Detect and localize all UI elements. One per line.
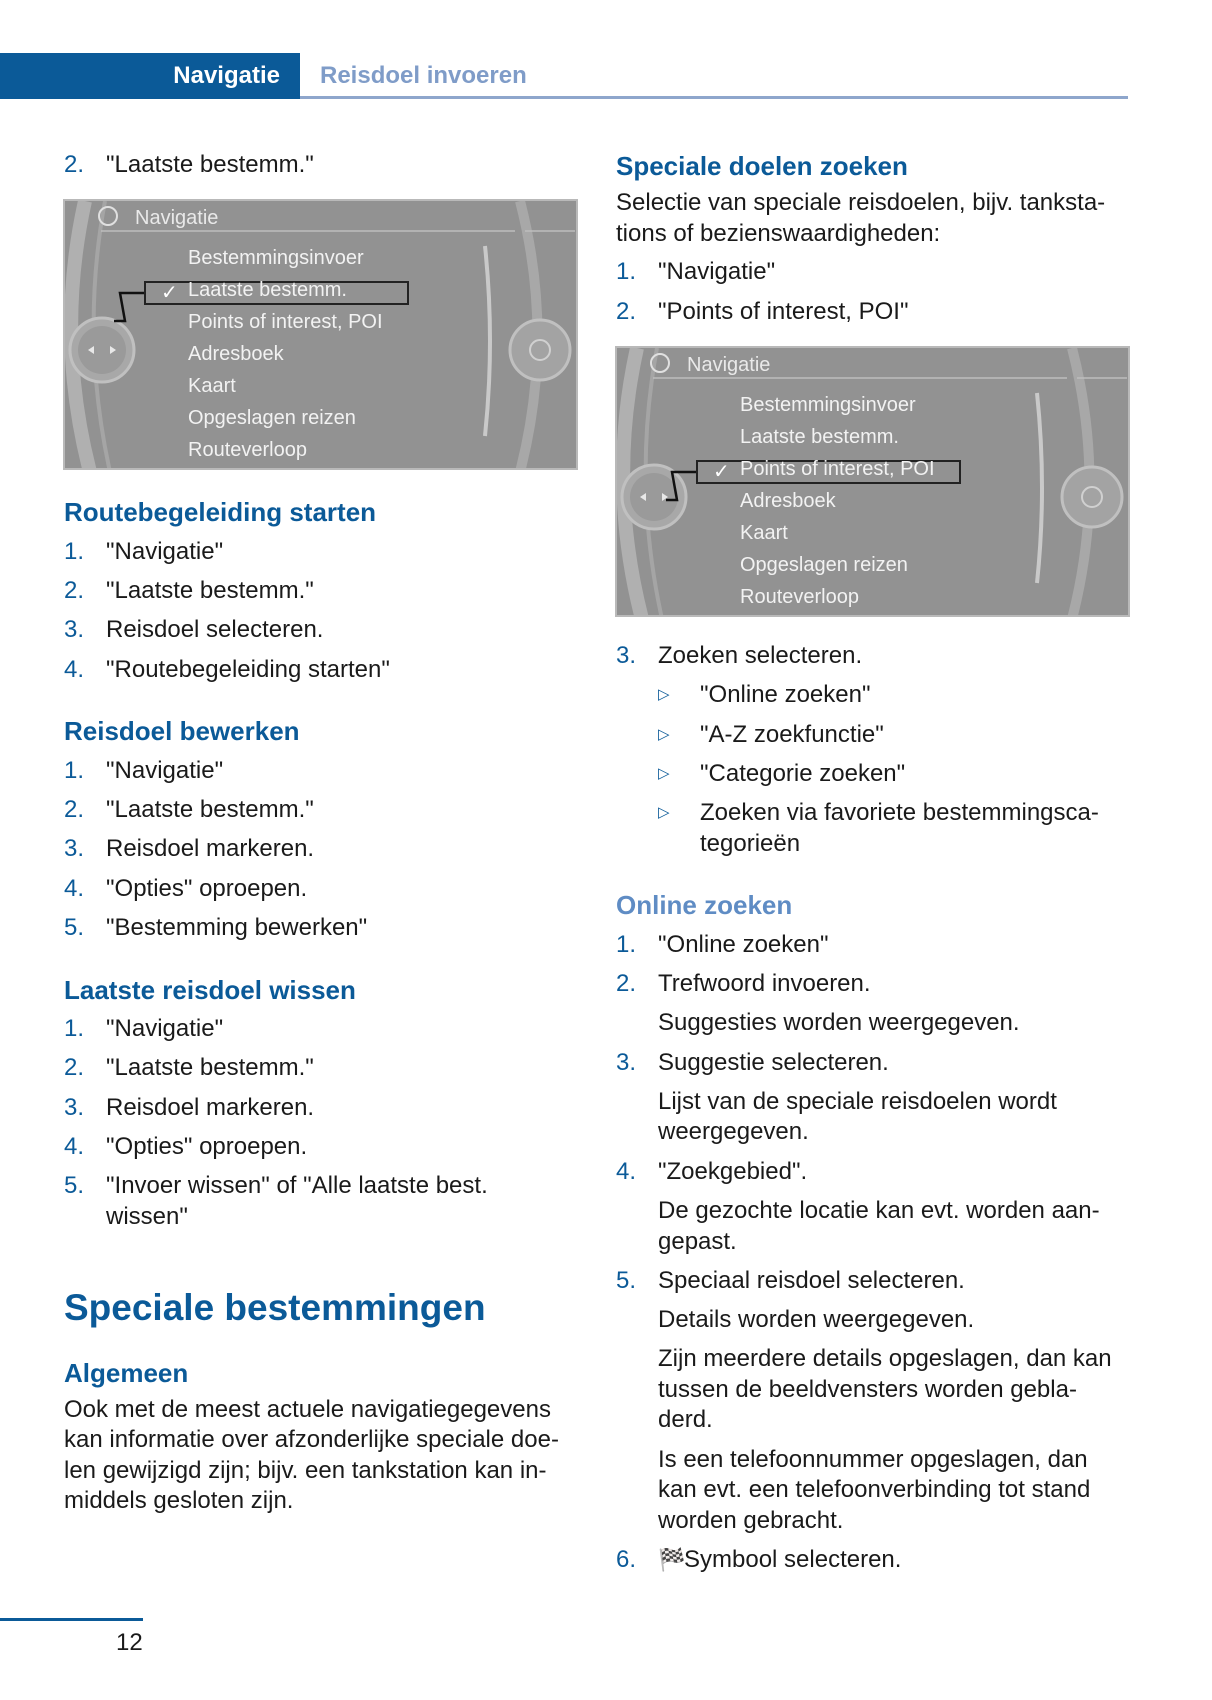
text-line: Trefwoord invoeren. <box>658 970 871 998</box>
triangle-bullet-icon: ▷ <box>658 725 670 743</box>
section-heading: Speciale doelen zoeken <box>616 151 908 181</box>
list-number: 5. <box>616 1266 637 1294</box>
list-number: 4. <box>64 1133 85 1161</box>
text-line: Zoeken selecteren. <box>658 641 863 669</box>
text-line: Symbool selecteren. <box>684 1545 902 1573</box>
list-text <box>658 930 1136 961</box>
text-line: Suggestie selecteren. <box>658 1048 889 1076</box>
list-item-note <box>616 1340 1136 1440</box>
text-line: "Navigatie" <box>106 537 224 565</box>
text-line: "Opties" oproepen. <box>106 1133 308 1161</box>
bullet-item <box>616 794 1136 864</box>
text-line: "Laatste bestemm." <box>106 1054 314 1082</box>
list-item <box>64 1049 576 1088</box>
list-number: 3. <box>64 835 85 863</box>
list-number: 1. <box>64 1015 85 1043</box>
text-line: "Laatste bestemm." <box>106 151 314 179</box>
list-number: 2. <box>616 297 637 325</box>
list-number: 2. <box>64 1054 85 1082</box>
list-item <box>64 830 576 869</box>
text-line: Selectie van speciale reisdoelen, bijv. tanksta- <box>616 189 1106 216</box>
list-item-note <box>616 1301 1136 1340</box>
list-item-note <box>616 1192 1136 1262</box>
list-text <box>658 1157 1136 1188</box>
list-item-note <box>616 1004 1136 1043</box>
text-line: Details worden weergegeven. <box>658 1306 975 1334</box>
text-line: "Navigatie" <box>106 756 224 784</box>
list-text <box>658 641 1136 672</box>
section-heading: Laatste reisdoel wissen <box>64 974 356 1005</box>
list-number: 3. <box>64 616 85 644</box>
list-item <box>64 1010 576 1049</box>
text-line: "Zoekgebied". <box>658 1157 808 1185</box>
text-line: worden gebracht. <box>658 1506 844 1534</box>
text-line: weergegeven. <box>658 1118 809 1146</box>
text-line: middels gesloten zijn. <box>64 1487 294 1515</box>
list-number: 5. <box>64 913 85 941</box>
list-number: 1. <box>616 930 637 958</box>
text-line: "Points of interest, POI" <box>658 297 909 325</box>
list-text <box>106 615 576 646</box>
list-item <box>64 1088 576 1127</box>
list-number: 1. <box>64 537 85 565</box>
menu-item[interactable]: Bestemmingsinvoer <box>188 247 364 270</box>
list-item <box>64 909 576 948</box>
list-text <box>106 1093 576 1124</box>
menu-item[interactable]: Kaart <box>740 521 788 544</box>
text-line: "Routebegeleiding starten" <box>106 655 390 683</box>
text-line: Is een telefoonnummer opgeslagen, dan <box>658 1445 1088 1473</box>
menu-item[interactable]: Bestemmingsinvoer <box>740 393 916 416</box>
list-item <box>64 611 576 650</box>
bullet-text <box>700 759 1136 790</box>
panel-title: Navigatie <box>687 353 771 376</box>
text-line: "Navigatie" <box>106 1015 224 1043</box>
bullet-item <box>616 676 1136 715</box>
text-line: Lijst van de speciale reisdoelen wordt <box>658 1087 1057 1115</box>
text-line: "Navigatie" <box>658 258 776 286</box>
menu-item[interactable]: Opgeslagen reizen <box>188 407 356 430</box>
checkmark-icon: ✓ <box>161 282 178 305</box>
list-text <box>106 834 576 865</box>
bullet-text <box>700 680 1136 711</box>
list-text <box>106 150 576 181</box>
text-line: "Invoer wissen" of "Alle laatste best. <box>106 1172 488 1200</box>
list-item <box>64 869 576 908</box>
list-item <box>616 925 1136 964</box>
text-line: Zoeken via favoriete bestemmingsca- <box>700 799 1099 827</box>
panel-title: Navigatie <box>135 207 219 230</box>
menu-item[interactable]: Adresboek <box>188 343 284 366</box>
list-text <box>106 1053 576 1084</box>
bullet-item <box>616 715 1136 754</box>
header-section: Reisdoel invoeren <box>320 62 527 89</box>
list-item <box>64 532 576 571</box>
text-line: Reisdoel markeren. <box>106 1093 315 1121</box>
list-number: 6. <box>616 1545 637 1573</box>
text-line: De gezochte locatie kan evt. worden aan- <box>658 1197 1100 1225</box>
list-number: 4. <box>616 1157 637 1185</box>
list-item <box>64 1128 576 1167</box>
text-line: Zijn meerdere details opgeslagen, dan kan <box>658 1345 1112 1373</box>
text-line: "Online zoeken" <box>658 930 829 958</box>
list-item <box>64 146 576 185</box>
list-number: 1. <box>64 756 85 784</box>
text-line: kan informatie over afzonderlijke speciale doe- <box>64 1426 559 1454</box>
page-number: 12 <box>116 1629 143 1656</box>
list-item <box>64 650 576 689</box>
text-line: len gewijzigd zijn; bijv. een tankstation kan in- <box>64 1456 547 1484</box>
section-heading: Routebegeleiding starten <box>64 497 377 528</box>
text-line: "A-Z zoekfunctie" <box>700 720 884 748</box>
text-line: "Online zoeken" <box>700 681 871 709</box>
text-line: tions of bezienswaardigheden: <box>616 219 941 247</box>
section-heading: Reisdoel bewerken <box>64 716 300 747</box>
list-text <box>106 874 576 905</box>
list-text <box>658 969 1136 1000</box>
text-line: derd. <box>658 1406 713 1434</box>
list-item-note <box>616 1440 1136 1540</box>
list-text <box>658 1545 1136 1576</box>
list-item <box>616 1541 1136 1580</box>
idrive-screenshot-laatste <box>63 199 578 470</box>
idrive-screenshot-poi <box>615 346 1130 617</box>
list-text <box>106 1171 576 1232</box>
list-item <box>616 965 1136 1004</box>
paragraph <box>64 1393 576 1521</box>
list-item <box>616 1261 1136 1300</box>
list-text <box>658 1048 1136 1079</box>
text-line: "Laatste bestemm." <box>106 796 314 824</box>
list-text <box>106 655 576 686</box>
list-number: 2. <box>64 576 85 604</box>
text-line: Suggesties worden weergegeven. <box>658 1009 1020 1037</box>
list-item <box>616 1043 1136 1082</box>
menu-item[interactable]: Kaart <box>188 375 236 398</box>
list-item <box>616 1152 1136 1191</box>
text-line: "Opties" oproepen. <box>106 874 308 902</box>
text-line: kan evt. een telefoonverbinding tot stand <box>658 1476 1091 1504</box>
list-number: 4. <box>64 655 85 683</box>
menu-item[interactable]: Adresboek <box>740 489 836 512</box>
triangle-bullet-icon: ▷ <box>658 804 670 822</box>
text-line: tegorieën <box>700 829 801 857</box>
list-number: 1. <box>616 258 637 286</box>
menu-item[interactable]: Laatste bestemm. <box>740 425 899 448</box>
list-text <box>658 297 1136 328</box>
checkered-flag-icon: 🏁 <box>658 1546 686 1572</box>
list-number: 3. <box>64 1093 85 1121</box>
bullet-item <box>616 754 1136 793</box>
list-text <box>658 257 1136 288</box>
list-number: 4. <box>64 874 85 902</box>
header-chapter: Navigatie <box>173 62 280 89</box>
left-column <box>64 146 576 1521</box>
triangle-bullet-icon: ▷ <box>658 686 670 704</box>
list-number: 3. <box>616 641 637 669</box>
section-heading: Algemeen <box>64 1357 189 1388</box>
text-line: tussen de beeldvensters worden gebla- <box>658 1375 1077 1403</box>
list-text <box>106 537 576 568</box>
paragraph <box>616 186 1136 253</box>
text-line: Speciaal reisdoel selecteren. <box>658 1266 965 1294</box>
section-heading: Online zoeken <box>616 890 793 921</box>
text-line: wissen" <box>106 1202 188 1230</box>
text-line: "Bestemming bewerken" <box>106 913 368 941</box>
text-line: "Categorie zoeken" <box>700 759 906 787</box>
menu-item[interactable]: Laatste bestemm. <box>188 279 347 302</box>
menu-item[interactable]: Points of interest, POI <box>188 311 383 334</box>
list-number: 3. <box>616 1048 637 1076</box>
list-text <box>106 913 576 944</box>
footer-divider <box>0 1618 143 1621</box>
list-number: 5. <box>64 1172 85 1200</box>
text-line: "Laatste bestemm." <box>106 576 314 604</box>
list-item <box>616 637 1136 676</box>
header-divider <box>300 96 1128 99</box>
list-number: 2. <box>64 796 85 824</box>
list-text <box>106 576 576 607</box>
list-text <box>106 795 576 826</box>
list-item <box>64 572 576 611</box>
list-item <box>616 253 1136 292</box>
triangle-bullet-icon: ▷ <box>658 764 670 782</box>
list-number: 2. <box>64 151 85 179</box>
list-number: 2. <box>616 970 637 998</box>
list-text <box>106 1132 576 1163</box>
menu-item[interactable]: Routeverloop <box>188 439 307 462</box>
menu-item[interactable]: Points of interest, POI <box>740 457 935 480</box>
bullet-text <box>700 720 1136 751</box>
right-column <box>616 146 1136 1580</box>
list-item <box>64 791 576 830</box>
list-text <box>106 1014 576 1045</box>
list-text <box>106 756 576 787</box>
list-item-note <box>616 1083 1136 1153</box>
checkmark-icon: ✓ <box>713 460 730 483</box>
text-line: Reisdoel markeren. <box>106 835 315 863</box>
list-item <box>616 292 1136 331</box>
list-item <box>64 1167 576 1237</box>
menu-item[interactable]: Opgeslagen reizen <box>740 553 908 576</box>
chapter-heading: Speciale bestemmingen <box>64 1286 486 1328</box>
menu-item[interactable]: Routeverloop <box>740 585 859 608</box>
list-text <box>658 1266 1136 1297</box>
bullet-text <box>700 798 1136 859</box>
list-item <box>64 751 576 790</box>
text-line: Reisdoel selecteren. <box>106 616 324 644</box>
text-line: gepast. <box>658 1227 737 1255</box>
text-line: Ook met de meest actuele navigatiegegevens <box>64 1395 551 1423</box>
